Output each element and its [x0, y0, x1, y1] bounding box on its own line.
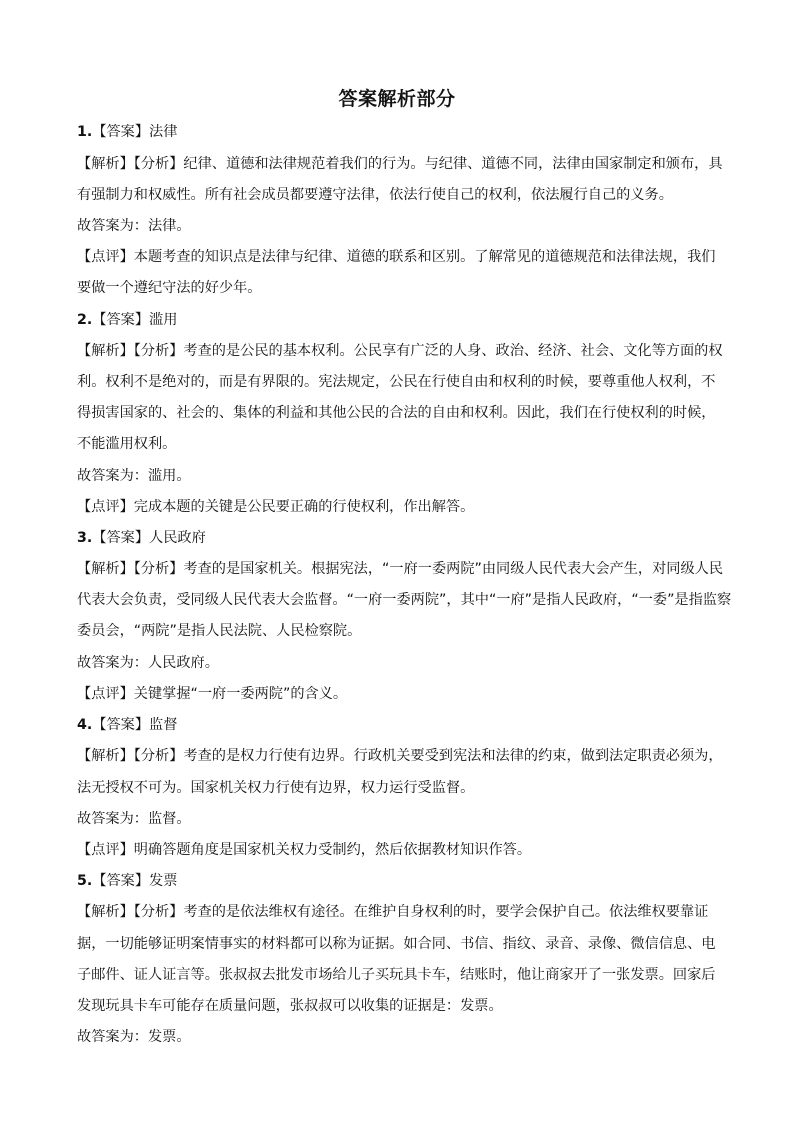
analysis-line: 法无授权不可为。国家机关权力行使有边界，权力运行受监督。: [77, 780, 475, 796]
analysis-line: 委员会，“两院”是指人民法院、人民检察院。: [77, 623, 362, 639]
analysis-line: 利。权利不是绝对的，而是有界限的。宪法规定，公民在行使自由和权利的时候，要尊重他人权利，不: [77, 374, 716, 390]
item-number: 5.: [77, 873, 93, 889]
comment-line: 要做一个遵纪守法的好少年。: [77, 280, 262, 296]
answer-text: 滥用: [149, 312, 178, 328]
analysis-line: 【解析】【分析】纪律、道德和法律规范着我们的行为。与纪律、道德不同，法律由国家制定和颁布，具: [77, 156, 723, 172]
analysis-line: 【解析】【分析】考查的是依法维权有途径。在维护自身权利的时，要学会保护自己。依法维权要靠证: [77, 904, 709, 920]
answer-tag: 【答案】: [92, 530, 150, 546]
answer-tag: 【答案】: [92, 873, 150, 889]
comment-line: 【点评】本题考查的知识点是法律与纪律、道德的联系和区别。了解常见的道德规范和法律法规，我们: [77, 249, 716, 265]
analysis-line: 有强制力和权威性。所有社会成员都要遵守法律，依法行使自己的权利，依法履行自己的义务。: [77, 187, 673, 203]
analysis-line: 得损害国家的、社会的、集体的利益和其他公民的合法的自由和权利。因此，我们在行使权利的时候，: [77, 405, 716, 421]
analysis-line: 【解析】【分析】考查的是国家机关。根据宪法，“一府一委两院”由同级人民代表大会产生，对同级人民: [77, 561, 724, 577]
item-number: 4.: [77, 717, 93, 733]
page-title: 答案解析部分: [338, 88, 456, 110]
analysis-line: 【解析】【分析】考查的是公民的基本权利。公民享有广泛的人身、政治、经济、社会、文化等方面的权: [77, 343, 723, 359]
conclusion-line: 故答案为：滥用。: [77, 468, 191, 484]
answer-line-2: [77, 310, 757, 330]
answer-line-1: [77, 122, 757, 142]
analysis-line: 发现玩具卡车可能存在质量问题，张叔叔可以收集的证据是：发票。: [77, 998, 503, 1014]
analysis-line: 【解析】【分析】考查的是权力行使有边界。行政机关要受到宪法和法律的约束，做到法定职责必须为，: [77, 748, 723, 764]
answer-tag: 【答案】: [92, 717, 150, 733]
comment-line: 【点评】完成本题的关键是公民要正确的行使权利，作出解答。: [77, 499, 475, 515]
answer-line-4: [77, 715, 757, 735]
answer-text: 监督: [149, 717, 178, 733]
answer-line-3: [77, 528, 757, 548]
item-number: 1.: [77, 124, 93, 140]
item-number: 3.: [77, 530, 93, 546]
answer-line-5: [77, 871, 757, 891]
comment-line: 【点评】关键掌握“一府一委两院”的含义。: [77, 686, 348, 702]
comment-line: 【点评】明确答题角度是国家机关权力受制约，然后依据教材知识作答。: [77, 842, 532, 858]
answer-tag: 【答案】: [92, 312, 150, 328]
analysis-line: 子邮件、证人证言等。张叔叔去批发市场给儿子买玩具卡车，结账时，他让商家开了一张发票。回家后: [77, 967, 716, 983]
answer-text: 法律: [149, 124, 178, 140]
analysis-line: 据，一切能够证明案情事实的材料都可以称为证据。如合同、书信、指纹、录音、录像、微信信息、电: [77, 936, 716, 952]
conclusion-line: 故答案为：发票。: [77, 1029, 191, 1045]
analysis-line: 不能滥用权利。: [77, 436, 177, 452]
answer-text: 人民政府: [149, 530, 206, 546]
conclusion-line: 故答案为：监督。: [77, 811, 191, 827]
item-number: 2.: [77, 312, 93, 328]
answer-tag: 【答案】: [92, 124, 150, 140]
answer-text: 发票: [149, 873, 178, 889]
conclusion-line: 故答案为：人民政府。: [77, 655, 219, 671]
analysis-line: 代表大会负责，受同级人民代表大会监督。“一府一委两院”，其中“一府”是指人民政府，“一委”是指监察: [77, 592, 732, 608]
conclusion-line: 故答案为：法律。: [77, 218, 191, 234]
